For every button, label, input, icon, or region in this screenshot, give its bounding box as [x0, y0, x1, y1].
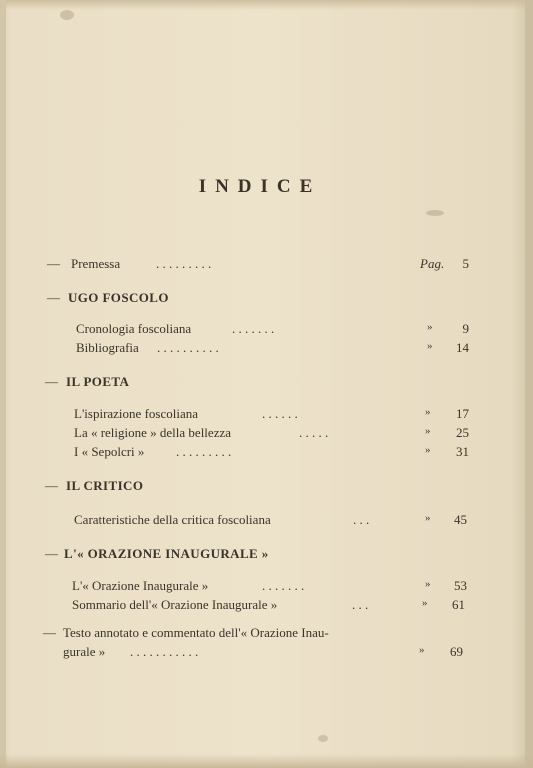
toc-entry-bibliografia [0, 340, 533, 358]
entry-label: La « religione » della bellezza [74, 425, 232, 440]
entry-dash: — [47, 290, 60, 305]
leader-dots: . . . [352, 597, 369, 612]
leader-dots: . . . [353, 512, 370, 527]
page-number: 45 [454, 512, 467, 527]
leader-dots: . . . . . . . [232, 321, 275, 336]
section-heading: UGO FOSCOLO [68, 290, 169, 305]
ditto-mark: » [427, 340, 433, 352]
leader-dots: . . . . . . . [262, 578, 305, 593]
entry-label-line1: Testo annotato e commentato dell'« Orazione Inau- [63, 625, 329, 640]
entry-label: Bibliografia [76, 340, 139, 355]
toc-entry-religione [0, 425, 533, 443]
entry-label: I « Sepolcri » [74, 444, 145, 459]
entry-dash: — [47, 256, 60, 271]
page-number: 14 [456, 340, 469, 355]
ditto-mark: » [425, 512, 431, 524]
ditto-mark: » [425, 406, 431, 418]
leader-dots: . . . . . . . . . [176, 444, 232, 459]
ditto-mark: » [425, 578, 431, 590]
toc-entry-premessa [0, 256, 533, 274]
toc-section-il-critico [0, 478, 533, 496]
toc-section-il-poeta [0, 374, 533, 392]
entry-label: Caratteristiche della critica foscoliana [74, 512, 271, 527]
entry-label-line2: gurale » [63, 644, 106, 659]
toc-entry-caratteristiche [0, 512, 533, 530]
entry-label: Sommario dell'« Orazione Inaugurale » [72, 597, 278, 612]
entry-label: L'« Orazione Inaugurale » [72, 578, 209, 593]
section-heading: IL POETA [66, 374, 130, 389]
entry-label: Premessa [71, 256, 121, 271]
toc-entry-ispirazione [0, 406, 533, 424]
entry-label: Cronologia foscoliana [76, 321, 192, 336]
entry-dash: — [43, 625, 56, 640]
ditto-mark: » [427, 321, 433, 333]
entry-label: L'ispirazione foscoliana [74, 406, 198, 421]
page-number: 53 [454, 578, 467, 593]
page-number: 9 [462, 321, 469, 336]
toc-entry-cronologia [0, 321, 533, 339]
toc-entry-orazione-inaugurale [0, 578, 533, 596]
entry-dash: — [45, 546, 58, 561]
index-title: INDICE [198, 176, 322, 197]
page-number: 61 [452, 597, 465, 612]
leader-dots: . . . . . . [262, 406, 298, 421]
toc-entry-testo-annotato [0, 625, 533, 643]
page-number: 17 [456, 406, 469, 421]
section-heading: IL CRITICO [66, 478, 144, 493]
toc-entry-testo-annotato-continued [0, 644, 533, 662]
toc-entry-sepolcri [0, 444, 533, 462]
entry-dash: — [45, 478, 58, 493]
ditto-mark: » [422, 597, 428, 609]
toc-section-orazione-inaugurale [0, 546, 533, 564]
entry-dash: — [45, 374, 58, 389]
leader-dots: . . . . . . . . . . . [130, 644, 199, 659]
toc-section-ugo-foscolo [0, 290, 533, 308]
ditto-mark: » [425, 444, 431, 456]
toc-entry-sommario [0, 597, 533, 615]
leader-dots: . . . . . [299, 425, 329, 440]
ditto-mark: » [419, 644, 425, 656]
page-number: 69 [450, 644, 463, 659]
section-heading: L'« ORAZIONE INAUGURALE » [64, 546, 269, 561]
leader-dots: . . . . . . . . . . [157, 340, 219, 355]
page-label: Pag. [420, 256, 445, 271]
page-number: 5 [462, 256, 469, 271]
page-number: 25 [456, 425, 469, 440]
leader-dots: . . . . . . . . . [156, 256, 212, 271]
ditto-mark: » [425, 425, 431, 437]
page-number: 31 [456, 444, 469, 459]
